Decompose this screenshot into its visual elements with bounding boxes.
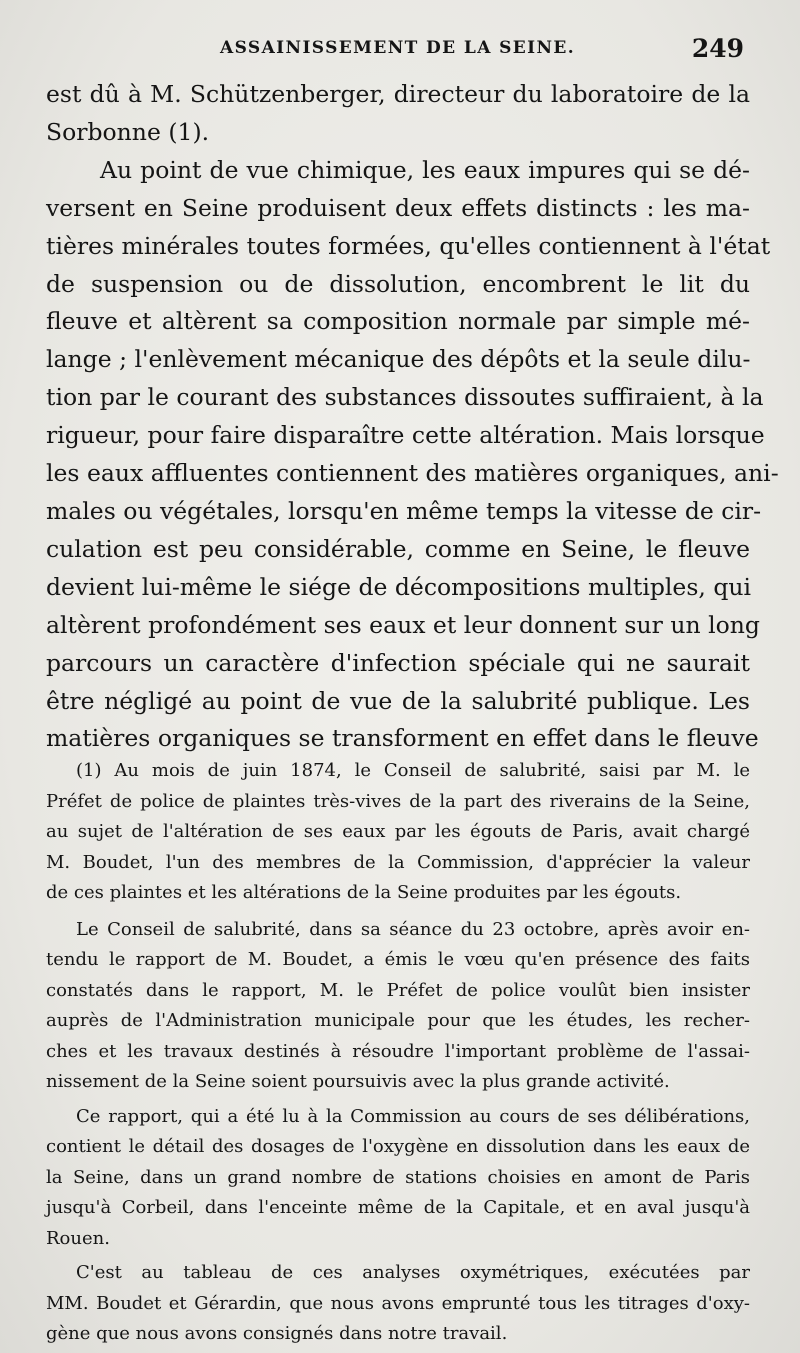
footnote-paragraph	[46, 756, 750, 909]
footnote-line: nissement de la Seine soient poursuivis avec la plus grande activité.	[46, 1071, 670, 1092]
text-line: être négligé au point de vue de la salubrité publique. Les	[46, 686, 750, 715]
footnote-line: M. Boudet, l'un des membres de la Commission, d'apprécier la valeur	[46, 851, 750, 873]
text-line: est dû à M. Schützenberger, directeur du laboratoire de la	[46, 80, 750, 108]
footnote	[46, 756, 750, 1350]
footnote-line: (1) Au mois de juin 1874, le Conseil de salubrité, saisi par M. le	[76, 760, 750, 781]
footnote-line: constatés dans le rapport, M. le Préfet de police voulût bien insister	[46, 979, 750, 1001]
footnote-line: Rouen.	[46, 1227, 110, 1249]
footnote-line: gène que nous avons consignés dans notre travail.	[46, 1323, 508, 1344]
text-line: les eaux affluentes contiennent des matières organiques, ani-	[46, 459, 779, 488]
running-head: ASSAINISSEMENT DE LA SEINE.	[220, 38, 576, 58]
text-line: de suspension ou de dissolution, encombrent le lit du	[46, 269, 750, 298]
footnote-line: Ce rapport, qui a été lu à la Commission au cours de ses délibérations,	[76, 1105, 750, 1127]
footnote-paragraph	[46, 915, 750, 1098]
footnote-paragraph	[46, 1102, 750, 1255]
text-line: rigueur, pour faire disparaître cette altération. Mais lorsque	[46, 421, 765, 450]
text-line: fleuve et altèrent sa composition normale par simple mé-	[46, 307, 750, 336]
text-line: versent en Seine produisent deux effets distincts : les ma-	[46, 193, 750, 222]
footnote-line: C'est au tableau de ces analyses oxymétriques, exécutées par	[76, 1262, 750, 1283]
footnote-line: au sujet de l'altération de ses eaux par les égouts de Paris, avait chargé	[46, 821, 750, 842]
text-line: devient lui-même le siége de décompositions multiples, qui	[46, 572, 752, 601]
footnote-line: de ces plaintes et les altérations de la Seine produites par les égouts.	[46, 882, 682, 903]
main-text	[46, 76, 779, 758]
text-line: parcours un caractère d'infection spéciale qui ne saurait	[46, 648, 750, 677]
footnote-line: auprès de l'Administration municipale pour que les études, les recher-	[46, 1010, 750, 1031]
text-line: altèrent profondément ses eaux et leur donnent sur un long	[46, 610, 760, 639]
text-line: males ou végétales, lorsqu'en même temps la vitesse de cir-	[46, 496, 762, 525]
text-line: Sorbonne (1).	[46, 117, 210, 146]
text-line: tion par le courant des substances dissoutes suffiraient, à la	[46, 383, 764, 412]
footnote-line: Le Conseil de salubrité, dans sa séance du 23 octobre, après avoir en-	[76, 918, 750, 940]
footnote-line: la Seine, dans un grand nombre de stations choisies en amont de Paris	[46, 1166, 750, 1188]
footnote-line: jusqu'à Corbeil, dans l'enceinte même de la Capitale, et en aval jusqu'à	[46, 1197, 750, 1218]
text-line: culation est peu considérable, comme en Seine, le fleuve	[46, 534, 750, 563]
text-line: tières minérales toutes formées, qu'elles contiennent à l'état	[46, 231, 771, 260]
text-line: Au point de vue chimique, les eaux impures qui se dé-	[100, 155, 750, 184]
footnote-line: ches et les travaux destinés à résoudre l'important problème de l'assai-	[46, 1040, 750, 1062]
footnote-line: Préfet de police de plaintes très-vives de la part des riverains de la Seine,	[46, 790, 750, 812]
footnote-paragraph	[46, 1258, 750, 1350]
footnote-line: contient le détail des dosages de l'oxygène en dissolution dans les eaux de	[46, 1136, 750, 1157]
text-line: lange ; l'enlèvement mécanique des dépôts et la seule dilu-	[46, 345, 751, 374]
page-number: 249	[691, 34, 744, 63]
footnote-line: MM. Boudet et Gérardin, que nous avons emprunté tous les titrages d'oxy-	[46, 1292, 750, 1314]
text-line: matières organiques se transforment en effet dans le fleuve	[46, 724, 759, 753]
footnote-line: tendu le rapport de M. Boudet, a émis le vœu qu'en présence des faits	[46, 949, 750, 970]
page-header	[46, 34, 746, 68]
